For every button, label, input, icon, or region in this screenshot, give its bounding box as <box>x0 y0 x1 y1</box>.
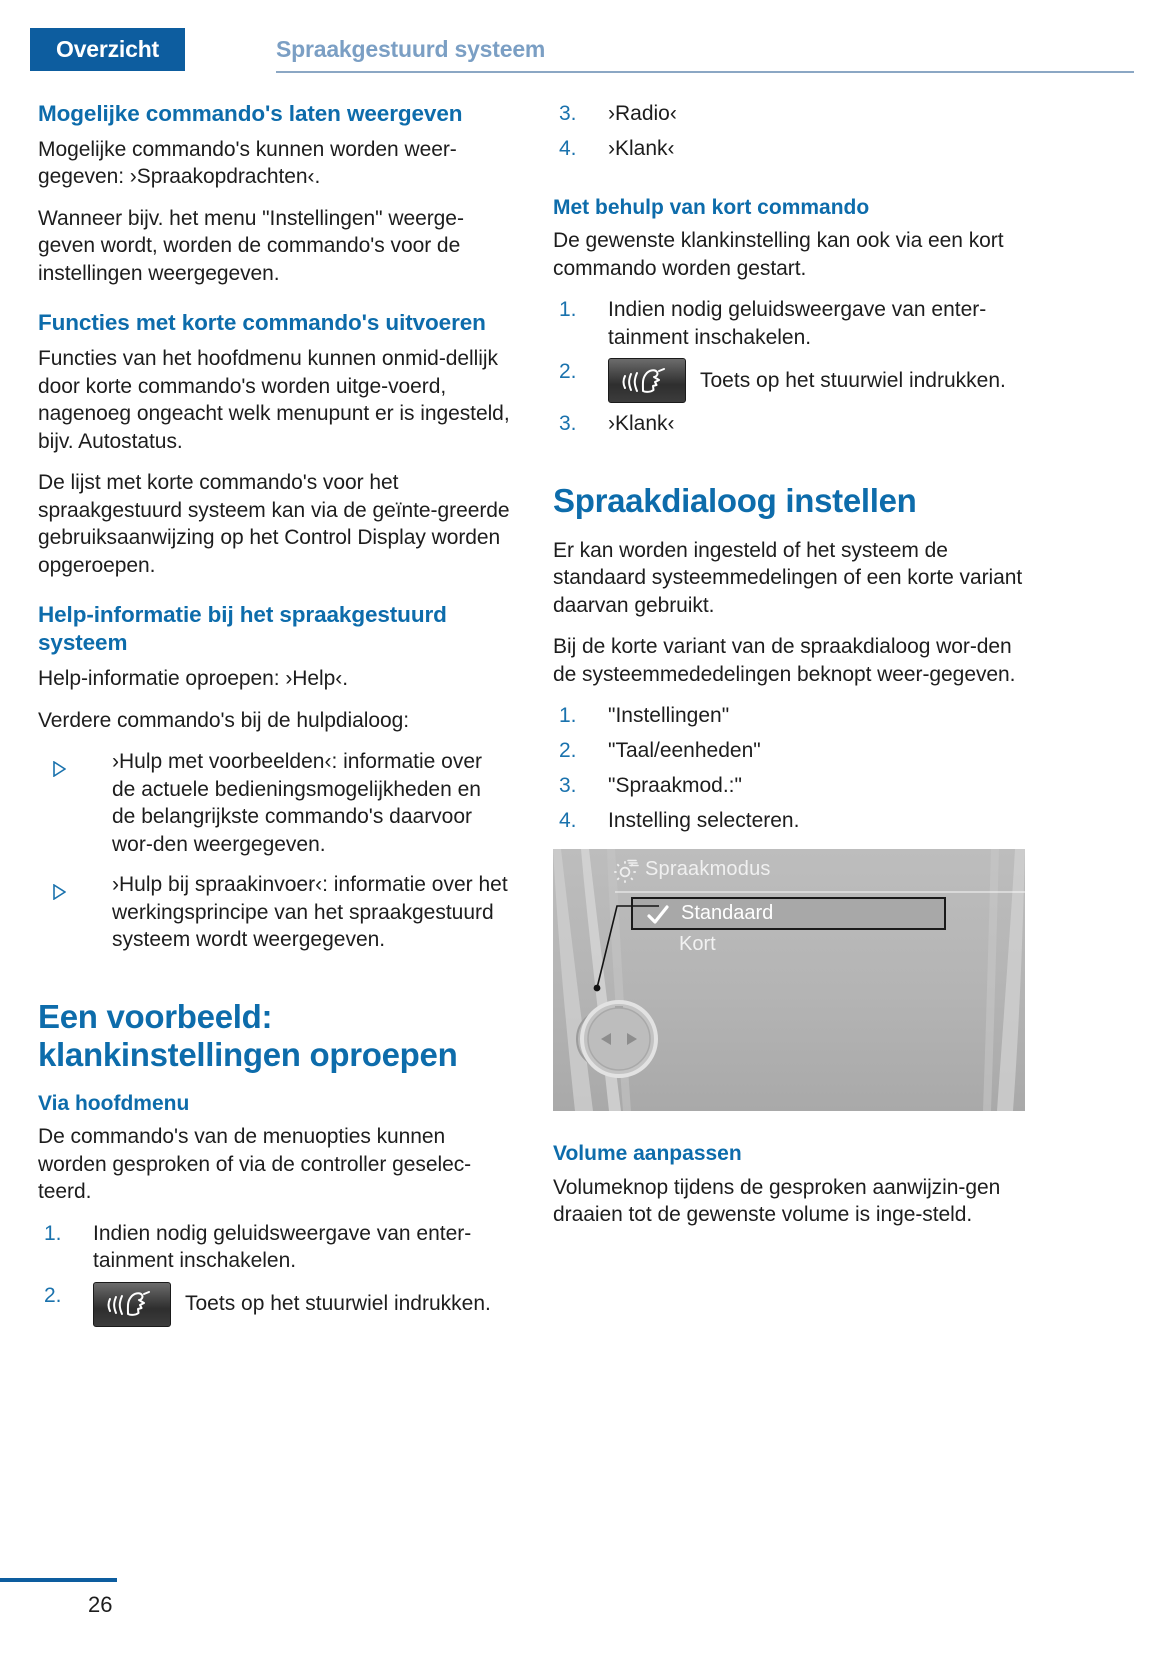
step-label: Toets op het stuurwiel indrukken. <box>185 1292 491 1316</box>
list-item <box>38 1282 510 1327</box>
gear-icon <box>613 858 639 884</box>
figure-title-divider <box>615 891 1025 893</box>
step-label: "Instellingen" <box>608 704 730 728</box>
step-label: ›Klank‹ <box>608 412 675 436</box>
speech-key-icon <box>608 358 686 403</box>
heading-help-informatie: Help-informatie bij het spraakgestuurd systeem <box>38 602 447 656</box>
step-label: ›Radio‹ <box>608 102 677 125</box>
list-item <box>553 807 1025 835</box>
step-number: 2. <box>559 360 577 384</box>
step-label: Indien nodig geluidsweergave van enter-tainment inschakelen. <box>608 298 987 349</box>
step-label: Indien nodig geluidsweergave van enter-tainment inschakelen. <box>93 1221 472 1273</box>
page-number: 26 <box>88 1592 113 1617</box>
steps-via-hoofdmenu <box>38 1220 510 1327</box>
step-number: 4. <box>559 137 577 160</box>
heading-volume-aanpassen: Volume aanpassen <box>553 1142 742 1166</box>
list-item-label: ›Hulp met voorbeelden‹: informatie over de actuele bedieningsmogelijkheden en de belangrijkste commando's daarvoor wor-den weergegeven. <box>112 750 483 856</box>
step-label: "Taal/eenheden" <box>608 739 761 763</box>
list-item <box>553 410 1025 438</box>
paragraph-volume-aanpassen: Volumeknop tijdens de gesproken aanwijzin-gen draaien tot de gewenste volume is inge-steld. <box>553 1175 1001 1227</box>
step-number: 1. <box>559 704 577 728</box>
left-column <box>38 100 510 1341</box>
right-column <box>553 100 1025 1243</box>
list-item <box>38 1220 510 1275</box>
heading-een-voorbeeld: Een voorbeeld: klankinstellingen oproepen <box>38 997 458 1074</box>
idrive-controller-icon[interactable] <box>571 967 681 1087</box>
heading-kort-commando: Met behulp van kort commando <box>553 196 870 219</box>
step-number: 3. <box>559 102 577 125</box>
figure-title: Spraakmodus <box>645 858 771 881</box>
step-number: 1. <box>44 1221 62 1245</box>
paragraph-menuopties: De commando's van de menuopties kunnen worden gesproken of via de controller geselec-teerd. <box>38 1125 472 1204</box>
list-item <box>553 737 1025 765</box>
step-number: 2. <box>559 739 577 763</box>
step-label: Toets op het stuurwiel indrukken. <box>700 369 1006 392</box>
header-section-title: Spraakgestuurd systeem <box>276 36 546 62</box>
paragraph-help-oproepen: Help-informatie oproepen: ›Help‹. <box>38 667 348 691</box>
step-number: 4. <box>559 809 577 833</box>
page-content <box>0 100 1165 1653</box>
triangle-bullet-icon <box>41 876 53 892</box>
paragraph-functies-hoofdmenu: Functies van het hoofdmenu kunnen onmid-dellijk door korte commando's worden uitge-voerd, nagenoeg ongeacht welk menupunt er is ingesteld, bijv. Autostatus. <box>38 347 510 453</box>
speech-key-icon <box>93 1282 171 1327</box>
list-item <box>553 296 1025 351</box>
list-item <box>553 100 1025 128</box>
footer-divider <box>0 1578 117 1582</box>
steps-kort-commando <box>553 296 1025 438</box>
triangle-bullet-icon <box>41 753 53 769</box>
step-label: ›Klank‹ <box>608 137 675 160</box>
steps-spraakdialoog <box>553 702 1025 835</box>
list-item <box>553 702 1025 730</box>
step-number: 3. <box>559 774 577 798</box>
step-number: 2. <box>44 1283 62 1307</box>
paragraph-spraakdialoog-2: Bij de korte variant van de spraakdialoog wor-den de systeemmededelingen beknopt weer-gegeven. <box>553 635 1016 686</box>
figure-menu-item-label: Kort <box>679 933 716 956</box>
paragraph-mogelijke-commandos: Mogelijke commando's kunnen worden weer-gegeven: ›Spraakopdrachten‹. <box>38 137 457 189</box>
heading-via-hoofdmenu: Via hoofdmenu <box>38 1091 190 1115</box>
paragraph-verdere-commandos: Verdere commando's bij de hulpdialoog: <box>38 708 410 732</box>
heading-functies-korte-commandos: Functies met korte commando's uitvoeren <box>38 310 486 336</box>
paragraph-spraakdialoog-1: Er kan worden ingesteld of het systeem de standaard systeemmedelingen of een korte variant daarvan gebruikt. <box>553 538 1023 617</box>
page-header <box>0 0 1165 78</box>
list-item <box>553 135 1025 163</box>
figure-spraakmodus-screenshot <box>553 849 1025 1111</box>
help-commands-list <box>38 748 510 954</box>
paragraph-kort-commando: De gewenste klankinstelling kan ook via een kort commando worden gestart. <box>553 229 1004 280</box>
heading-mogelijke-commandos: Mogelijke commando's laten weergeven <box>38 101 463 126</box>
heading-spraakdialoog-instellen: Spraakdialoog instellen <box>553 482 917 520</box>
header-divider <box>276 71 1134 73</box>
list-item <box>553 358 1025 403</box>
step-number: 1. <box>559 298 577 322</box>
step-label: Instelling selecteren. <box>608 809 800 833</box>
paragraph-instellingen-menu: Wanneer bijv. het menu "Instellingen" weerge-geven wordt, worden de commando's voor de instellingen weergegeven. <box>38 206 464 285</box>
list-item <box>553 772 1025 800</box>
list-item-label: ›Hulp bij spraakinvoer‹: informatie over het werkingsprincipe van het spraakgestuurd systeem wordt weergegeven. <box>112 873 508 952</box>
step-label: "Spraakmod.:" <box>608 774 742 798</box>
steps-via-hoofdmenu-continued <box>553 100 1025 163</box>
list-item <box>38 871 510 954</box>
list-item <box>38 748 510 858</box>
figure-menu-item-kort[interactable] <box>679 933 716 956</box>
header-tab-overzicht: Overzicht <box>30 28 185 71</box>
figure-menu-item-label: Standaard <box>681 902 774 925</box>
step-number: 3. <box>559 412 577 436</box>
paragraph-lijst-korte-commandos: De lijst met korte commando's voor het spraakgestuurd systeem kan via de geïnte-greerde gebruiksaanwijzing op het Control Display worden opgeroepen. <box>38 471 510 577</box>
